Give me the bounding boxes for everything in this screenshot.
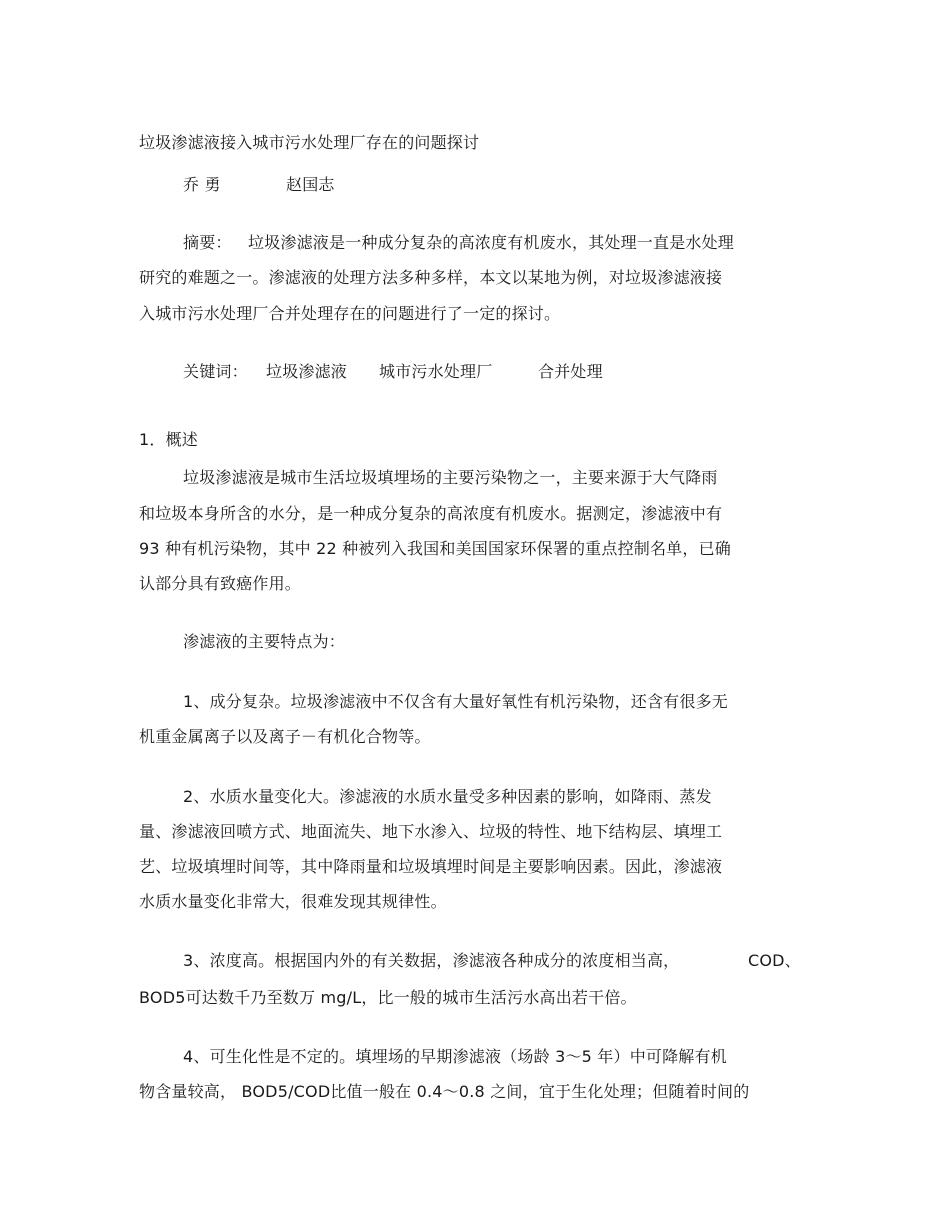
list-item-3: COD、 (748, 951, 801, 970)
author-1: 乔 勇 (183, 175, 221, 194)
body-line: 垃圾渗滤液是城市生活垃圾填埋场的主要污染物之一，主要来源于大气降雨 (183, 468, 718, 487)
keyword: 垃圾渗滤液 (266, 362, 348, 381)
body-line: 认部分具有致癌作用。 (139, 574, 302, 593)
list-item-3: BOD5可达数千乃至数万 mg/L，比一般的城市生活污水高出若干倍。 (139, 988, 637, 1007)
abstract-line: 入城市污水处理厂合并处理存在的问题进行了一定的探讨。 (139, 304, 561, 323)
list-item-1: 1、成分复杂。垃圾渗滤液中不仅含有大量好氧性有机污染物，还含有很多无 (183, 692, 728, 711)
abstract-line: 研究的难题之一。渗滤液的处理方法多种多样，本文以某地为例，对垃圾渗滤液接 (139, 268, 723, 287)
list-item-3: 3、浓度高。根据国内外的有关数据，渗滤液各种成分的浓度相当高， (183, 951, 680, 970)
features-intro: 渗滤液的主要特点为： (183, 632, 346, 651)
body-line: 93 种有机污染物，其中 22 种被列入我国和美国国家环保署的重点控制名单，已确 (139, 539, 731, 558)
keyword: 合并处理 (538, 362, 603, 381)
section-heading: 1．概述 (139, 430, 198, 449)
list-item-1: 机重金属离子以及离子－有机化合物等。 (139, 727, 431, 746)
list-item-2: 量、渗滤液回喷方式、地面流失、地下水渗入、垃圾的特性、地下结构层、填埋工 (139, 822, 723, 841)
document-title: 垃圾渗滤液接入城市污水处理厂存在的问题探讨 (139, 133, 480, 152)
list-item-4: 物含量较高， BOD5/COD比值一般在 0.4～0.8 之间，宜于生化处理；但随着时间的 (139, 1082, 750, 1101)
author-2: 赵国志 (286, 175, 335, 194)
list-item-4: 4、可生化性是不定的。填埋场的早期渗滤液（场龄 3～5 年）中可降解有机 (183, 1047, 727, 1066)
abstract-label: 摘要： (183, 233, 232, 252)
body-line: 和垃圾本身所含的水分，是一种成分复杂的高浓度有机废水。据测定，渗滤液中有 (139, 504, 723, 523)
keyword: 城市污水处理厂 (379, 362, 493, 381)
list-item-2: 艺、垃圾填埋时间等，其中降雨量和垃圾填埋时间是主要影响因素。因此，渗滤液 (139, 857, 723, 876)
abstract-line: 垃圾渗滤液是一种成分复杂的高浓度有机废水，其处理一直是水处理 (248, 233, 735, 252)
list-item-2: 水质水量变化非常大，很难发现其规律性。 (139, 892, 447, 911)
keywords-label: 关键词： (183, 362, 248, 381)
list-item-2: 2、水质水量变化大。渗滤液的水质水量受多种因素的影响，如降雨、蒸发 (183, 787, 712, 806)
